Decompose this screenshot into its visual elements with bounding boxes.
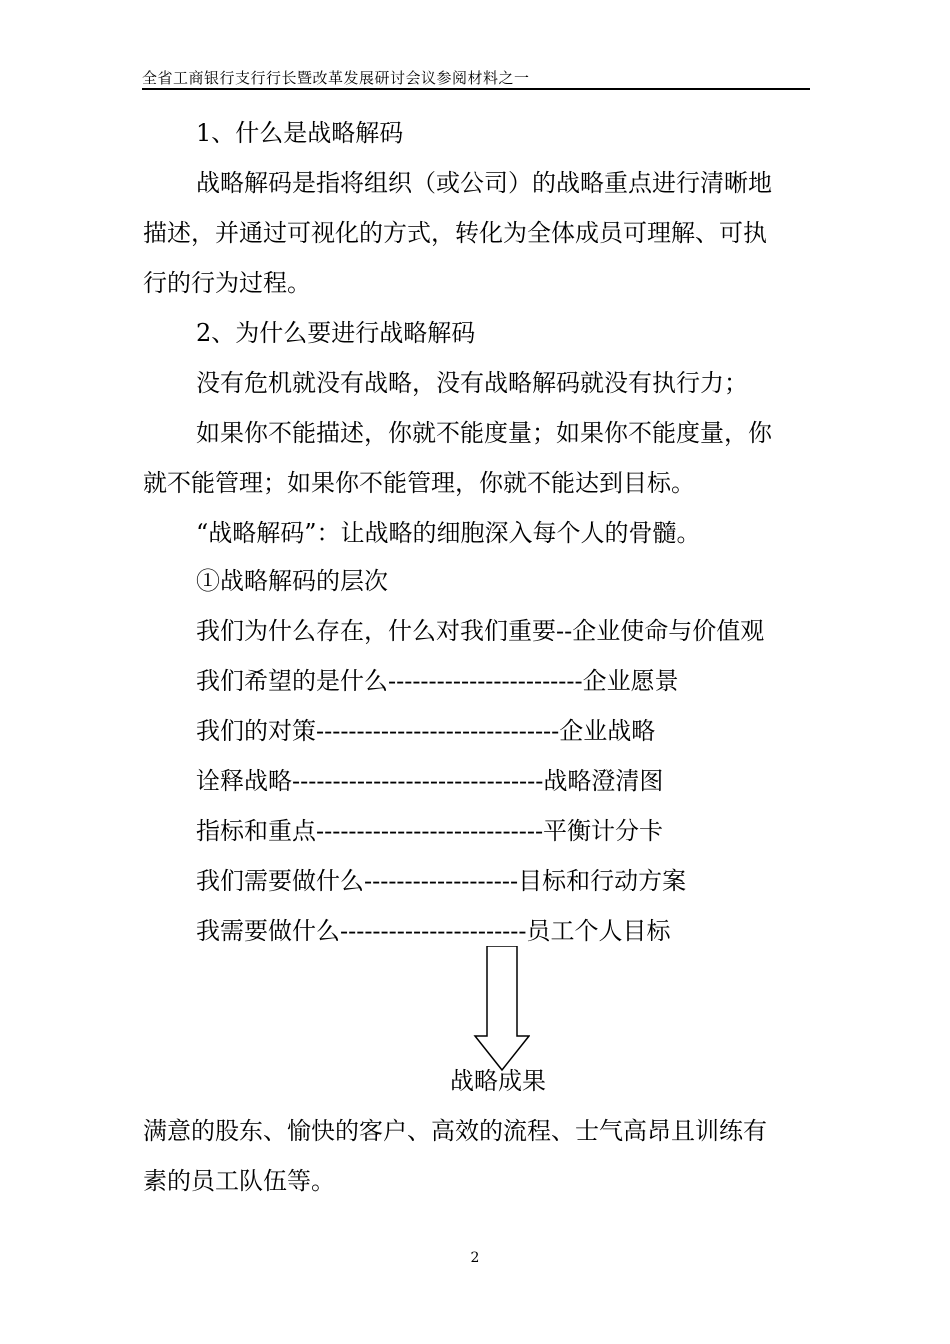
level-item: 指标和重点----------------------------平衡计分卡: [196, 817, 664, 845]
down-arrow-icon: [470, 946, 530, 1072]
heading-what-is: 1、什么是战略解码: [196, 119, 404, 147]
paragraph-definition-line-1: 战略解码是指将组织（或公司）的战略重点进行清晰地: [196, 169, 772, 197]
header-rule: [142, 88, 810, 90]
paragraph-quote: “战略解码”：让战略的细胞深入每个人的骨髓。: [196, 519, 701, 547]
header-title: 全省工商银行支行行长暨改革发展研讨会议参阅材料之一: [142, 69, 530, 87]
level-item: 我们的对策------------------------------企业战略: [196, 717, 656, 745]
paragraph-measure-line-1: 如果你不能描述，你就不能度量；如果你不能度量，你: [196, 419, 772, 447]
paragraph-outcomes-line-1: 满意的股东、愉快的客户、高效的流程、士气高昂且训练有: [143, 1117, 767, 1145]
page-number: 2: [470, 1250, 480, 1266]
paragraph-definition-line-2: 描述，并通过可视化的方式，转化为全体成员可理解、可执: [143, 219, 767, 247]
level-item: 我们为什么存在，什么对我们重要--企业使命与价值观: [196, 617, 765, 645]
paragraph-outcomes-line-2: 素的员工队伍等。: [143, 1167, 335, 1195]
level-item: 我们希望的是什么------------------------企业愿景: [196, 667, 679, 695]
strategy-result-label: 战略成果: [450, 1067, 546, 1095]
heading-levels: ①战略解码的层次: [196, 567, 388, 595]
paragraph-no-crisis: 没有危机就没有战略，没有战略解码就没有执行力；: [196, 369, 748, 397]
level-item: 我们需要做什么-------------------目标和行动方案: [196, 867, 687, 895]
heading-why: 2、为什么要进行战略解码: [196, 319, 476, 347]
level-item: 我需要做什么-----------------------员工个人目标: [196, 917, 671, 945]
paragraph-measure-line-2: 就不能管理；如果你不能管理，你就不能达到目标。: [143, 469, 695, 497]
paragraph-definition-line-3: 行的行为过程。: [143, 269, 311, 297]
level-item: 诠释战略-------------------------------战略澄清图: [196, 767, 664, 795]
